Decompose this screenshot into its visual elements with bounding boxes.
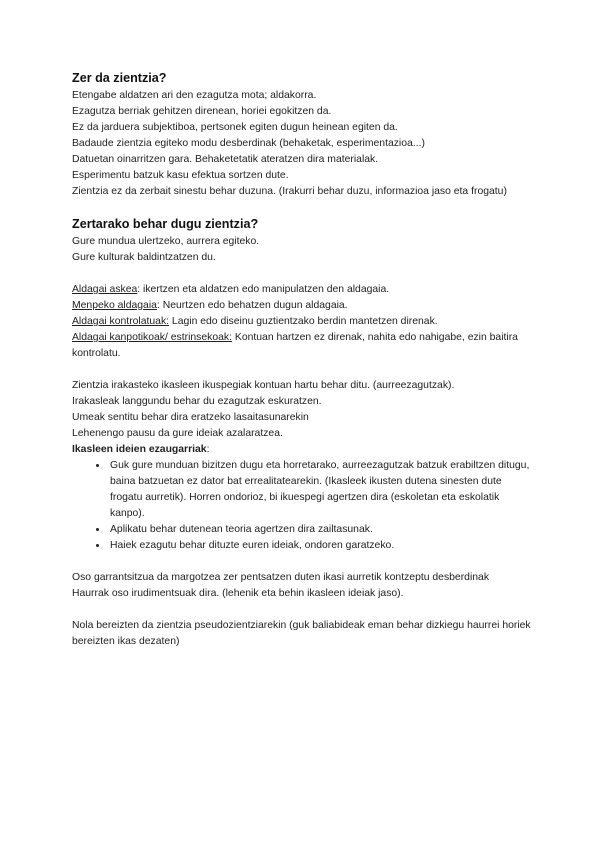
paragraph-line: Datuetan oinarritzen gara. Behaketetatik ateratzen dira materialak. [72, 154, 379, 165]
paragraph-line: Ez da jarduera subjektiboa, pertsonek egiten dugun heinean egiten da. [72, 122, 398, 133]
paragraph-pseudoscience: Nola bereizten da zientzia pseudozientziarekin (guk baliabideak eman behar dizkiegu haurrei horiek bereizten ikas dezaten) [72, 620, 531, 647]
variable-def: : ikertzen eta aldatzen edo manipulatzen den aldagaia. [137, 284, 390, 295]
paragraph-line: Haurrak oso irudimentsuak dira. (lehenik eta behin ikasleen ideiak jaso). [72, 588, 404, 599]
variable-def: : Neurtzen edo behatzen dugun aldagaia. [156, 300, 348, 311]
paragraph-line: Oso garrantsitzua da margotzea zer pentsatzen duten ikasi aurretik kontzeptu desberdinak [72, 572, 490, 583]
section-heading-what-is-science: Zer da zientzia? [72, 71, 167, 85]
paragraph-line: Ezagutza berriak gehitzen direnean, horiei egokitzen da. [72, 106, 332, 117]
paragraph-line: Etengabe aldatzen ari den ezagutza mota; aldakorra. [72, 90, 317, 101]
variable-definition-controlled [72, 314, 532, 330]
variable-definition-independent [72, 282, 532, 298]
list-item: • Guk gure munduan bizitzen dugu eta horretarako, aurreezagutzak batzuk erabiltzen ditugu, baina batzuetan ez dator bat errealitatearekin. (Ikasleek ikusten dutena sinesten dute frogatu aurretik). Horren ondorioz, bi ikuespegi agertzen dira (eskoletan eta eskolatik kanpo). [108, 458, 532, 522]
list-item: • Aplikatu behar dutenean teoria agertzen dira zailtasunak. [108, 522, 532, 538]
paragraph-line: Zientzia irakasteko ikasleen ikuspegiak kontuan hartu behar ditu. (aurreezagutzak). [72, 380, 455, 391]
list-title-line [72, 442, 532, 458]
variable-term: Menpeko aldagaia [72, 300, 157, 311]
section-heading-why-science: Zertarako behar dugu zientzia? [72, 217, 259, 231]
variable-def: Lagin edo diseinu guztientzako berdin mantetzen direnak. [169, 316, 438, 327]
variable-def: Kontuan hartzen ez direnak, nahita edo nahigabe, ezin baitira kontrolatu. [72, 332, 518, 359]
paragraph-line: Badaude zientzia egiteko modu desberdinak (behaketak, esperimentazioa...) [72, 138, 425, 149]
paragraph-line: Umeak sentitu behar dira eratzeko lasaitasunarekin [72, 412, 309, 423]
student-ideas-list [72, 458, 532, 554]
list-item: • Haiek ezagutu behar dituzte euren ideiak, ondoren garatzeko. [108, 538, 532, 554]
document-page [72, 70, 532, 650]
variable-definition-dependent [72, 298, 532, 314]
paragraph-line: Lehenengo pausu da gure ideiak azalaratzea. [72, 428, 283, 439]
variable-term: Aldagai askea [72, 284, 138, 295]
paragraph-line: Zientzia ez da zerbait sinestu behar duzuna. (Irakurri behar duzu, informazioa jaso eta frogatu) [72, 186, 507, 197]
variable-term: Aldagai kontrolatuak: [72, 316, 170, 327]
variable-definition-extraneous [72, 330, 532, 362]
paragraph-line: Gure mundua ulertzeko, aurrera egiteko. [72, 236, 260, 247]
list-title: Ikasleen ideien ezaugarriak [72, 444, 207, 455]
list-title-colon: : [206, 444, 210, 455]
variable-term: Aldagai kanpotikoak/ estrinsekoak: [72, 332, 232, 343]
paragraph-line: Gure kulturak baldintzatzen du. [72, 252, 216, 263]
paragraph-line: Irakasleak langgundu behar du ezagutzak eskuratzen. [72, 396, 322, 407]
paragraph-line: Esperimentu batzuk kasu efektua sortzen dute. [72, 170, 289, 181]
